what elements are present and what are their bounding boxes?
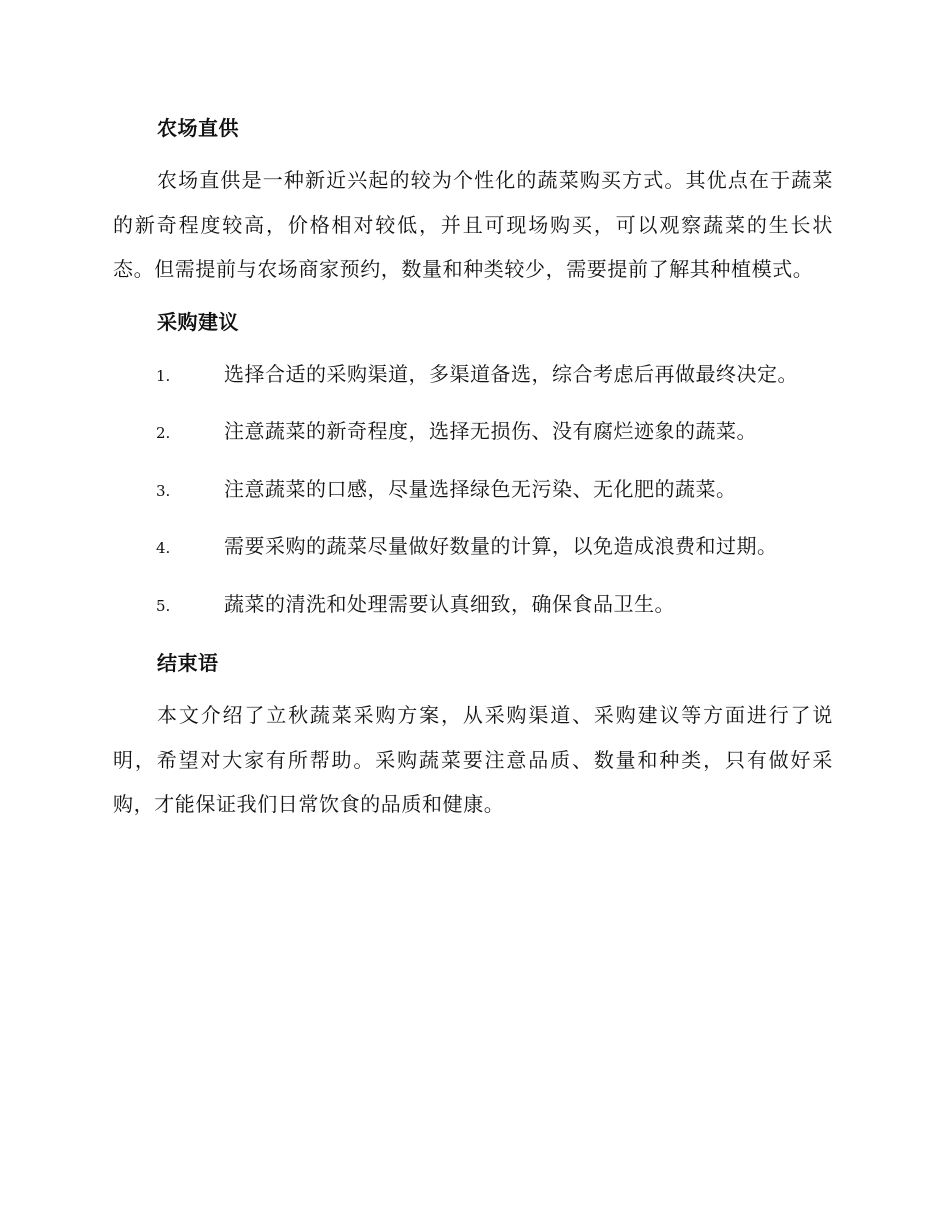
list-item-number: 4. xyxy=(156,539,171,557)
purchase-advice-list xyxy=(113,358,833,646)
list-item-text: 注意蔬菜的口感，尽量选择绿色无污染、无化肥的蔬菜。 xyxy=(224,476,737,501)
conclusion-heading: 结束语 xyxy=(157,651,219,675)
list-item-number: 2. xyxy=(156,424,171,442)
list-item xyxy=(113,415,833,473)
list-item xyxy=(113,358,833,416)
list-item xyxy=(113,530,833,588)
purchase-advice-heading: 采购建议 xyxy=(157,309,239,334)
document-page xyxy=(113,112,833,827)
list-item-number: 1. xyxy=(156,366,171,385)
list-item-text: 需要采购的蔬菜尽量做好数量的计算，以免造成浪费和过期。 xyxy=(224,534,778,558)
conclusion-paragraph: 本文介绍了立秋蔬菜采购方案，从采购渠道、采购建议等方面进行了说明，希望对大家有所帮助。采购蔬菜要注意品质、数量和种类，只有做好采购，才能保证我们日常饮食的品质和健康。 xyxy=(113,703,833,816)
list-item xyxy=(113,473,833,531)
list-item-text: 注意蔬菜的新奇程度，选择无损伤、没有腐烂迹象的蔬菜。 xyxy=(224,419,757,443)
list-item xyxy=(113,588,833,646)
farm-direct-heading: 农场直供 xyxy=(157,116,239,140)
list-item-text: 蔬菜的清洗和处理需要认真细致，确保食品卫生。 xyxy=(224,591,675,616)
farm-direct-paragraph: 农场直供是一种新近兴起的较为个性化的蔬菜购买方式。其优点在于蔬菜的新奇程度较高，价格相对较低，并且可现场购买，可以观察蔬菜的生长状态。但需提前与农场商家预约，数量和种类较少，需要提前了解其种植模式。 xyxy=(113,168,833,281)
list-item-number: 3. xyxy=(156,481,171,500)
list-item-number: 5. xyxy=(156,596,171,615)
list-item-text: 选择合适的采购渠道，多渠道备选，综合考虑后再做最终决定。 xyxy=(224,361,798,386)
